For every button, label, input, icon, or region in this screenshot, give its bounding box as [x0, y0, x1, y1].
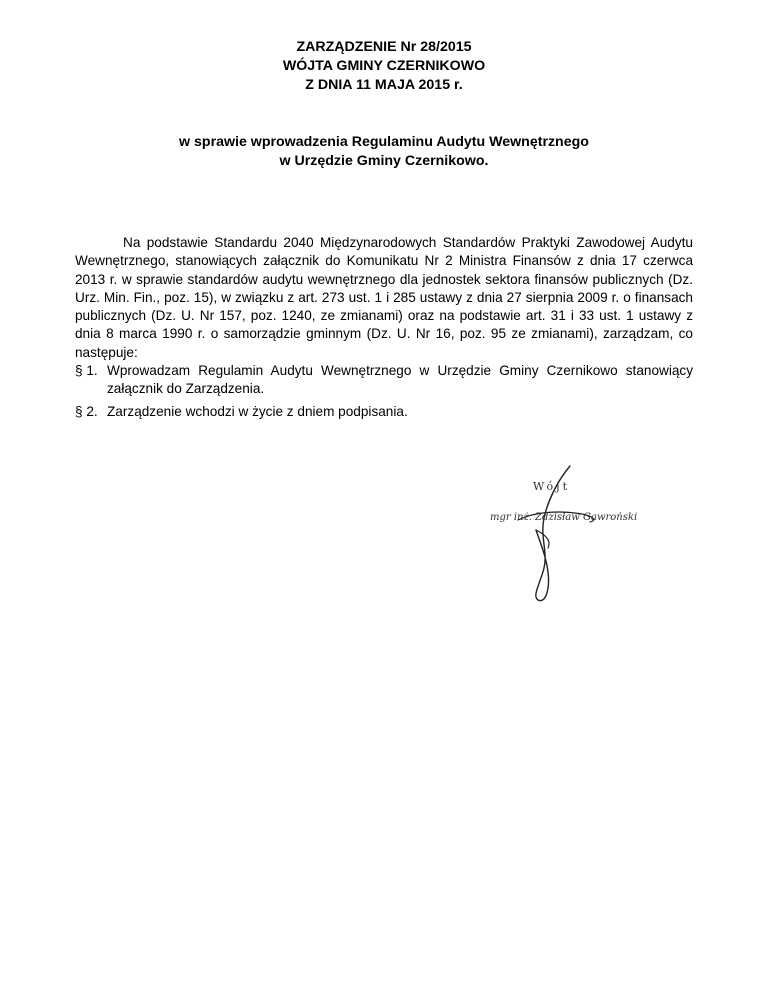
- signatory-title: Wójt: [533, 480, 571, 493]
- document-header: [0, 38, 768, 95]
- document-subject: [0, 133, 768, 171]
- signature-stamp: [478, 460, 658, 620]
- subject-line-1: w sprawie wprowadzenia Regulaminu Audytu Wewnętrznego: [179, 134, 589, 150]
- paragraph-number: § 2.: [75, 404, 98, 419]
- paragraph-2: [75, 403, 693, 421]
- issue-date: Z DNIA 11 MAJA 2015 r.: [305, 77, 463, 93]
- paragraph-text: Zarządzenie wchodzi w życie z dniem podpisania.: [107, 404, 408, 419]
- issuer-title: WÓJTA GMINY CZERNIKOWO: [282, 58, 486, 74]
- signatory-name: mgr inż. Zdzisław Gawroński: [490, 512, 638, 523]
- paragraph-number: § 1.: [75, 363, 98, 378]
- paragraph-1: [75, 362, 693, 399]
- ordinance-number: ZARZĄDZENIE Nr 28/2015: [296, 39, 472, 55]
- paragraph-text: Wprowadzam Regulamin Audytu Wewnętrznego w Urzędzie Gminy Czernikowo stanowiący załącznik do Zarządzenia.: [107, 363, 693, 397]
- subject-line-2: w Urzędzie Gminy Czernikowo.: [279, 153, 489, 169]
- preamble-paragraph: Na podstawie Standardu 2040 Międzynarodowych Standardów Praktyki Zawodowej Audytu Wewnętrznego, stanowiących załącznik do Komunikatu Nr 2 Ministra Finansów z dnia 17 czerwca 2013 r. w sprawie standardów audytu wewnętrznego dla jednostek sektora finansów publicznych (Dz. Urz. Min. Fin., poz. 15), w związku z art. 273 ust. 1 i 285 ustawy z dnia 27 sierpnia 2009 r. o finansach publicznych (Dz. U. Nr 157, poz. 1240, ze zmianami) oraz na podstawie art. 31 i 33 ust. 1 ustawy z dnia 8 marca 1990 r. o samorządzie gminnym (Dz. U. Nr 16, poz. 95 ze zmianami), zarządzam, co następuje:: [75, 235, 693, 360]
